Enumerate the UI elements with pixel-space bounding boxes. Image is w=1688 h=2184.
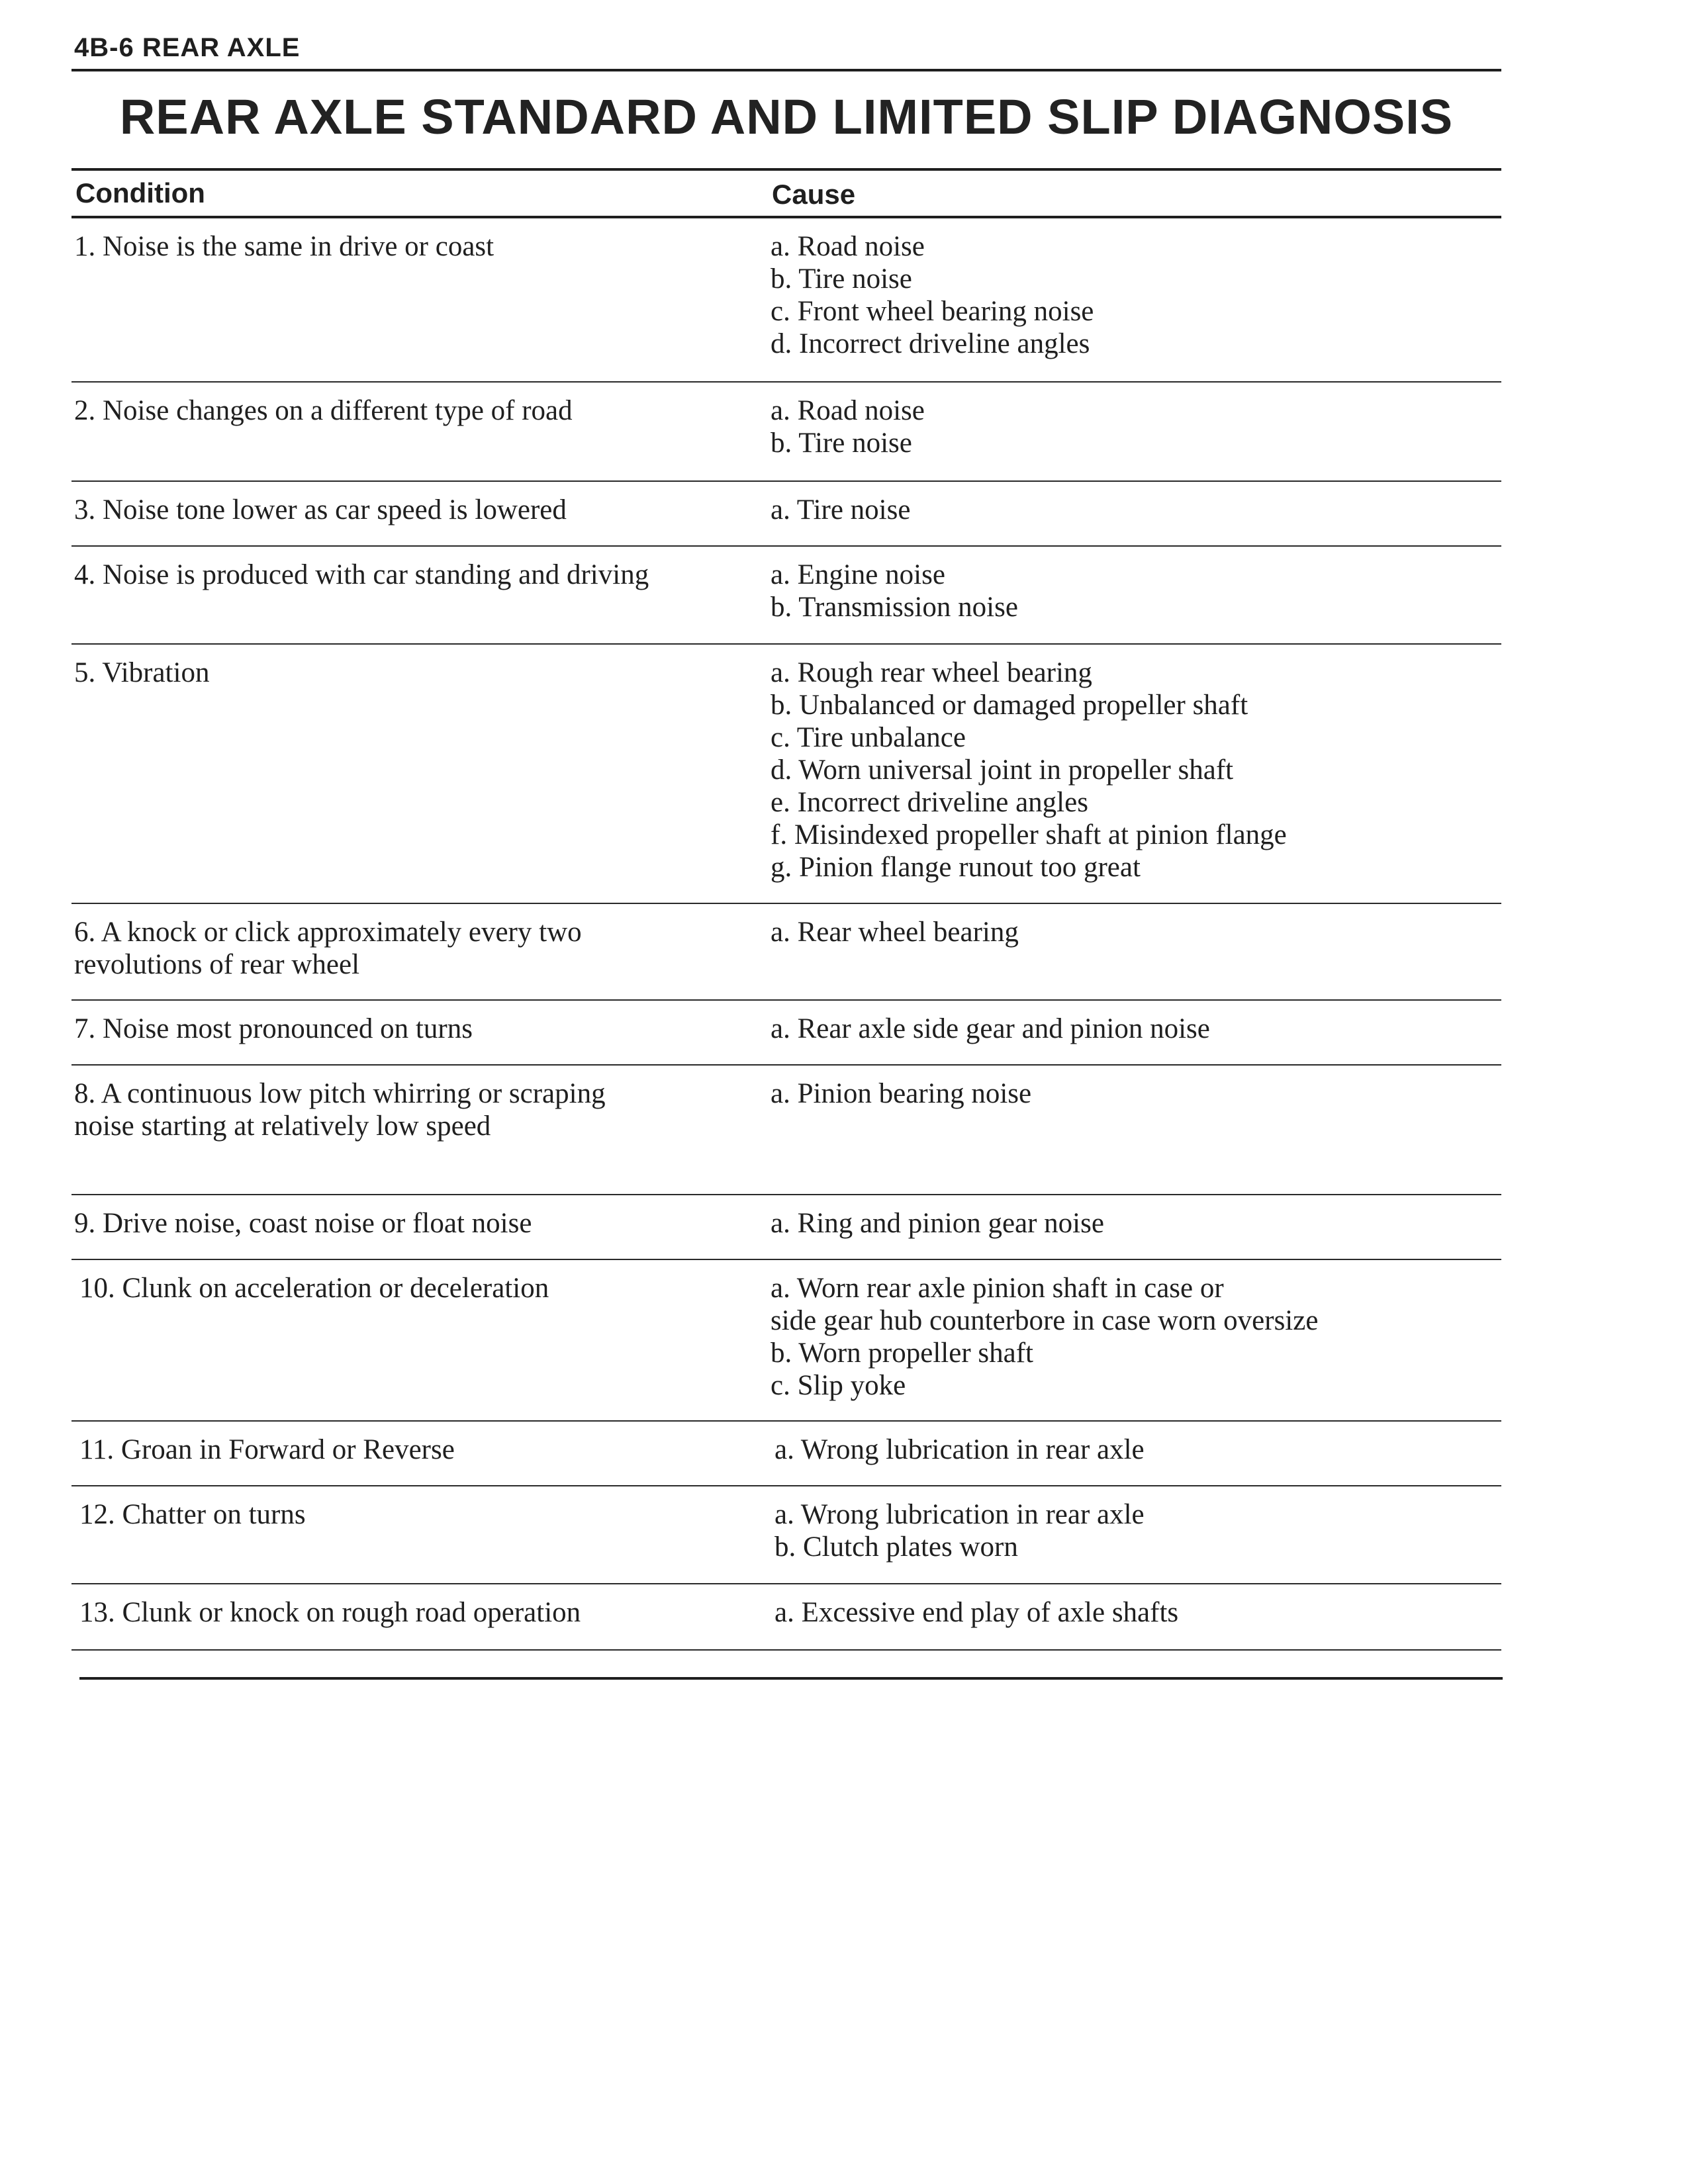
- cause-item: a. Wrong lubrication in rear axle: [774, 1434, 1145, 1465]
- cause-list: [771, 1272, 1492, 1402]
- table-end-rule: [79, 1677, 1503, 1680]
- cause-item: a. Road noise: [771, 395, 925, 426]
- condition-cell: 8. A continuous low pitch whirring or scraping noise starting at relatively low speed: [74, 1078, 606, 1142]
- table-row: [71, 1195, 1501, 1260]
- cause-list: [771, 1077, 1492, 1110]
- cause-list: [771, 657, 1492, 884]
- table-row: [71, 1486, 1501, 1584]
- cause-item: b. Clutch plates worn: [774, 1531, 1018, 1563]
- cause-list: [771, 916, 1492, 948]
- cause-list: [771, 559, 1492, 623]
- cause-list: [774, 1498, 1496, 1563]
- condition-cell: 2. Noise changes on a different type of road: [74, 395, 573, 426]
- table-row: [71, 645, 1501, 904]
- condition-cell: 7. Noise most pronounced on turns: [74, 1013, 473, 1044]
- cause-list: [771, 230, 1492, 360]
- condition-cell: 10. Clunk on acceleration or deceleration: [79, 1273, 549, 1304]
- cause-item: a. Wrong lubrication in rear axle: [774, 1499, 1145, 1530]
- cause-item: a. Engine noise: [771, 559, 945, 590]
- cause-list: [771, 494, 1492, 526]
- cause-item: c. Front wheel bearing noise: [771, 296, 1094, 327]
- cause-item: g. Pinion flange runout too great: [771, 852, 1141, 883]
- cause-item: e. Incorrect driveline angles: [771, 787, 1088, 818]
- cause-item: f. Misindexed propeller shaft at pinion flange: [771, 819, 1287, 850]
- condition-cell: 4. Noise is produced with car standing and driving: [74, 559, 649, 590]
- cause-item: side gear hub counterbore in case worn oversize: [771, 1305, 1319, 1336]
- cause-item: a. Tire noise: [771, 494, 911, 525]
- cause-item: a. Rough rear wheel bearing: [771, 657, 1092, 688]
- table-row: [71, 218, 1501, 383]
- cause-item: a. Road noise: [771, 231, 925, 262]
- table-row: [71, 904, 1501, 1001]
- cause-list: [774, 1433, 1496, 1466]
- diagnosis-table: [71, 168, 1501, 1651]
- cause-list: [771, 394, 1492, 459]
- column-header-cause: Cause: [772, 179, 856, 210]
- cause-item: b. Tire noise: [771, 428, 912, 459]
- condition-cell: 5. Vibration: [74, 657, 210, 688]
- condition-cell: 6. A knock or click approximately every two revolutions of rear wheel: [74, 917, 582, 980]
- section-header: 4B-6 REAR AXLE: [74, 33, 301, 62]
- cause-list: [774, 1596, 1496, 1629]
- condition-cell: 1. Noise is the same in drive or coast: [74, 231, 494, 262]
- cause-item: a. Excessive end play of axle shafts: [774, 1597, 1179, 1628]
- page-title: REAR AXLE STANDARD AND LIMITED SLIP DIAGNOSIS: [119, 89, 1454, 144]
- cause-item: b. Transmission noise: [771, 592, 1018, 623]
- table-row: [71, 1260, 1501, 1422]
- cause-item: a. Rear axle side gear and pinion noise: [771, 1013, 1210, 1044]
- cause-item: c. Tire unbalance: [771, 722, 966, 753]
- table-row: [71, 547, 1501, 645]
- header-rule: [71, 69, 1501, 71]
- table-header: [71, 168, 1501, 218]
- cause-item: c. Slip yoke: [771, 1370, 906, 1401]
- cause-item: b. Worn propeller shaft: [771, 1338, 1033, 1369]
- cause-item: d. Worn universal joint in propeller shaft: [771, 754, 1234, 786]
- table-row: [71, 383, 1501, 482]
- column-header-condition: Condition: [75, 177, 205, 208]
- table-row: [71, 1001, 1501, 1066]
- table-row: [71, 482, 1501, 547]
- condition-cell: 12. Chatter on turns: [79, 1499, 306, 1530]
- condition-cell: 11. Groan in Forward or Reverse: [79, 1434, 455, 1465]
- cause-item: a. Pinion bearing noise: [771, 1078, 1032, 1109]
- cause-list: [771, 1207, 1492, 1240]
- condition-cell: 3. Noise tone lower as car speed is lowered: [74, 494, 567, 525]
- condition-cell: 9. Drive noise, coast noise or float noise: [74, 1208, 532, 1239]
- cause-item: b. Unbalanced or damaged propeller shaft: [771, 690, 1248, 721]
- condition-cell: 13. Clunk or knock on rough road operation: [79, 1597, 581, 1628]
- cause-item: a. Worn rear axle pinion shaft in case or: [771, 1273, 1224, 1304]
- cause-list: [771, 1013, 1492, 1045]
- cause-item: d. Incorrect driveline angles: [771, 328, 1090, 359]
- table-row: [71, 1422, 1501, 1486]
- table-row: [71, 1066, 1501, 1195]
- cause-item: a. Rear wheel bearing: [771, 917, 1019, 948]
- cause-item: b. Tire noise: [771, 263, 912, 295]
- table-row: [71, 1584, 1501, 1651]
- cause-item: a. Ring and pinion gear noise: [771, 1208, 1104, 1239]
